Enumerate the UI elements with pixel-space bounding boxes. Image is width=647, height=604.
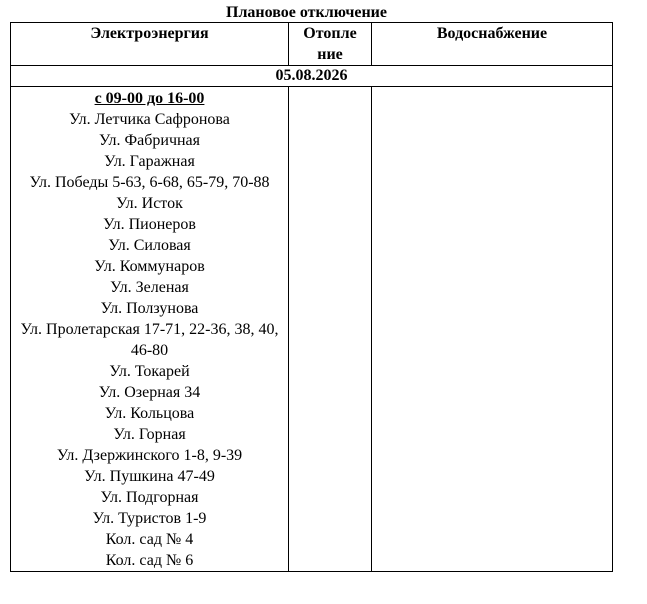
street-item: Ул. Горная — [113, 426, 186, 443]
street-item: Ул. Ползунова — [100, 300, 199, 317]
outage-date: 05.08.2026 — [11, 66, 613, 87]
street-item: Ул. Туристов 1-9 — [92, 510, 207, 527]
document-title: Плановое отключение — [226, 4, 387, 21]
street-item: Ул. Озерная 34 — [98, 384, 201, 401]
street-item: Ул. Силовая — [108, 237, 191, 254]
street-item: Кол. сад № 4 — [105, 531, 194, 548]
header-heating: Отопле ние — [289, 23, 372, 66]
street-item: Ул. Кольцова — [104, 405, 195, 422]
street-item: Ул. Летчика Сафронова — [69, 111, 230, 128]
date-row — [11, 66, 613, 87]
outage-table — [10, 22, 613, 572]
street-item: Ул. Зеленая — [110, 279, 189, 296]
street-item: Ул. Токарей — [109, 363, 190, 380]
street-item: Ул. Пушкина 47-49 — [84, 468, 215, 485]
street-item: Ул. Подгорная — [100, 489, 199, 506]
street-list — [11, 109, 288, 571]
street-item: Ул. Победы 5-63, 6-68, 65-79, 70-88 — [29, 174, 270, 191]
street-item: Ул. Дзержинского 1-8, 9-39 — [56, 447, 243, 464]
street-item: Ул. Исток — [116, 195, 183, 212]
heating-cell — [289, 87, 372, 572]
street-item: Ул. Коммунаров — [94, 258, 205, 275]
street-item: Ул. Пролетарская 17-71, 22-36, 38, 40, 46-80 — [20, 321, 279, 359]
header-electricity: Электроэнергия — [11, 23, 289, 66]
time-range: с 09-00 до 16-00 — [94, 90, 205, 107]
street-item: Ул. Фабричная — [98, 132, 201, 149]
water-cell — [372, 87, 613, 572]
street-item: Ул. Пионеров — [103, 216, 196, 233]
street-item: Кол. сад № 6 — [105, 552, 194, 569]
header-row — [11, 23, 613, 66]
street-item: Ул. Гаражная — [104, 153, 195, 170]
header-water: Водоснабжение — [372, 23, 613, 66]
electricity-cell — [11, 87, 289, 572]
content-row — [11, 87, 613, 572]
